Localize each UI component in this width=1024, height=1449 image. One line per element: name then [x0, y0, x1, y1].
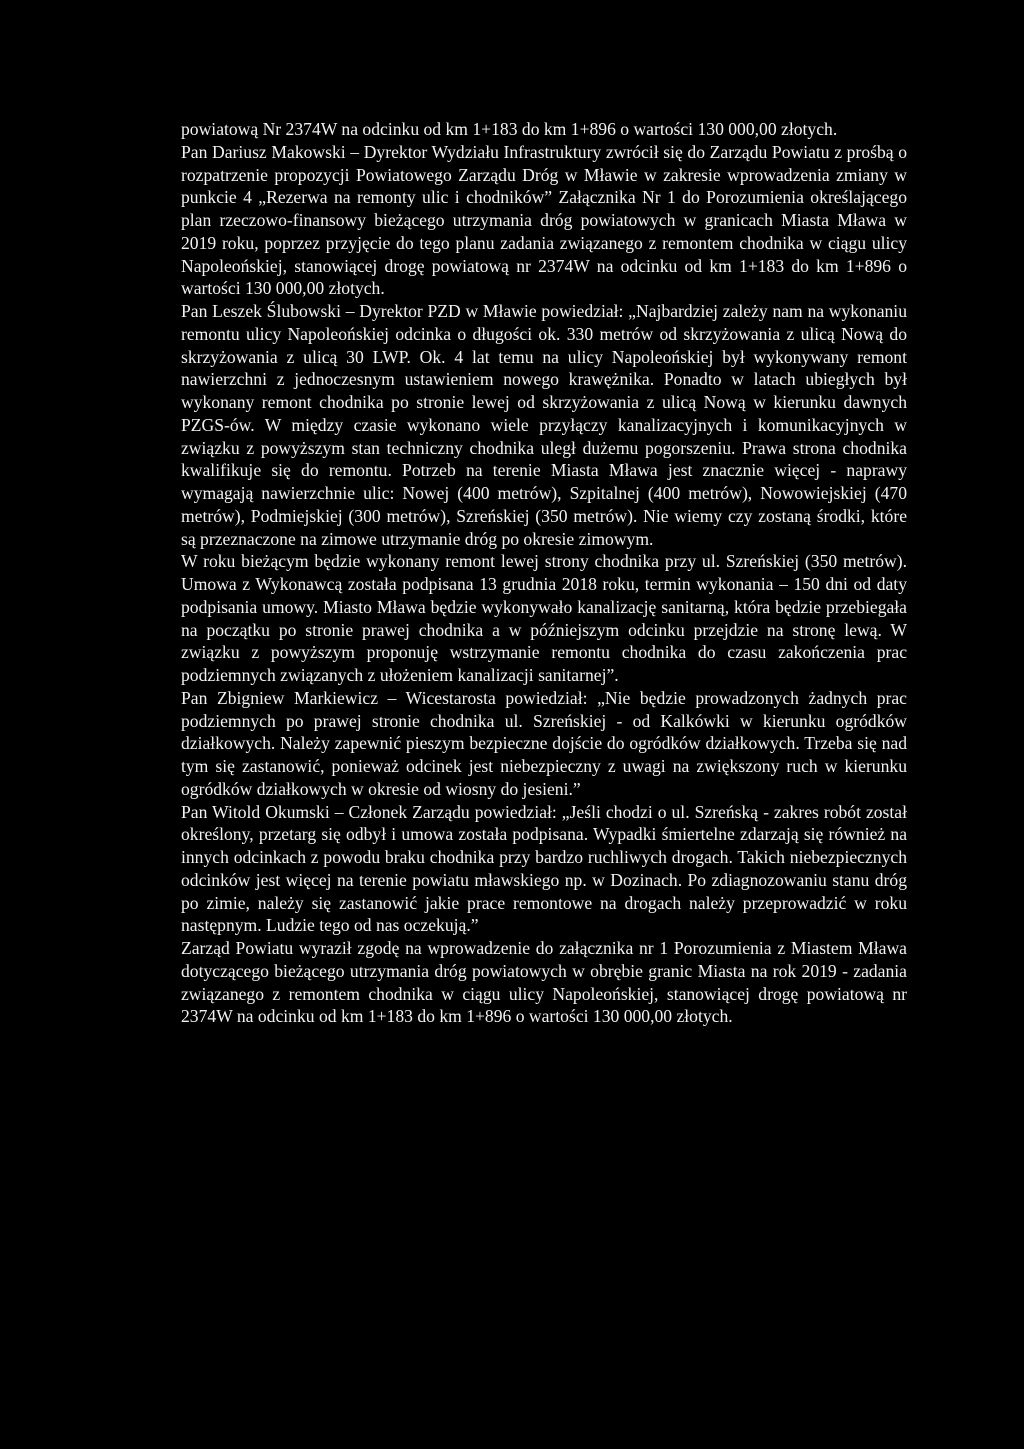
document-body — [181, 118, 907, 1028]
paragraph-current-year: W roku bieżącym będzie wykonany remont lewej strony chodnika przy ul. Szreńskiej (350 metrów). Umowa z Wykonawcą została podpisana 13 grudnia 2018 roku, termin wykonania – 150 dni od daty podpisania umowy. Miasto Mława będzie wykonywało kanalizację sanitarną, która będzie przebiegała na początku po stronie prawej chodnika a w późniejszym odcinku przejdzie na stronę lewą. W związku z powyższym proponuję wstrzymanie remontu chodnika do czasu zakończenia prac podziemnych związanych z ułożeniem kanalizacji sanitarnej”. — [181, 551, 907, 685]
paragraph-continuation: powiatową Nr 2374W na odcinku od km 1+183 do km 1+896 o wartości 130 000,00 złotych. — [181, 119, 838, 139]
paragraph-makowski: Pan Dariusz Makowski – Dyrektor Wydziału Infrastruktury zwrócił się do Zarządu Powiatu z prośbą o rozpatrzenie propozycji Powiatowego Zarządu Dróg w Mławie w zakresie wprowadzenia zmiany w punkcie 4 „Rezerwa na remonty ulic i chodników” Załącznika Nr 1 do Porozumienia określającego plan rzeczowo-finansowy bieżącego utrzymania dróg powiatowych w granicach Miasta Mława w 2019 roku, poprzez przyjęcie do tego planu zadania związanego z remontem chodnika w ciągu ulicy Napoleońskiej, stanowiącej drogę powiatową nr 2374W na odcinku od km 1+183 do km 1+896 o wartości 130 000,00 złotych. — [181, 141, 907, 299]
paragraph-okumski: Pan Witold Okumski – Członek Zarządu powiedział: „Jeśli chodzi o ul. Szreńską - zakres robót został określony, przetarg się odbył i umowa została podpisana. Wypadki śmiertelne zdarzają się również na innych odcinkach z powodu braku chodnika przy bardzo ruchliwych drogach. Takich niebezpiecznych odcinków jest więcej na terenie powiatu mławskiego np. w Dozinach. Po zdiagnozowaniu stanu dróg po zimie, należy się zastanowić jakie prace remontowe na drogach należy przeprowadzić w roku następnym. Ludzie tego od nas oczekują.” — [181, 801, 907, 936]
paragraph-decision: Zarząd Powiatu wyraził zgodę na wprowadzenie do załącznika nr 1 Porozumienia z Miastem Mława dotyczącego bieżącego utrzymania dróg powiatowych w obrębie granic Miasta na rok 2019 - zadania związanego z remontem chodnika w ciągu ulicy Napoleońskiej, stanowiącej drogę powiatową nr 2374W na odcinku od km 1+183 do km 1+896 o wartości 130 000,00 złotych. — [181, 938, 907, 1027]
paragraph-slubowski: Pan Leszek Ślubowski – Dyrektor PZD w Mławie powiedział: „Najbardziej zależy nam na wykonaniu remontu ulicy Napoleońskiej odcinka o długości ok. 330 metrów od skrzyżowania z ulicą Nową do skrzyżowania z ulicą 30 LWP. Ok. 4 lat temu na ulicy Napoleońskiej był wykonywany remont nawierzchni z jednoczesnym ustawieniem nowego krawężnika. Ponadto w latach ubiegłych był wykonany remont chodnika po stronie lewej od skrzyżowania z ulicą Nową w kierunku dawnych PZGS-ów. W między czasie wykonano wiele przyłączy kanalizacyjnych i komunikacyjnych w związku z powyższym stan techniczny chodnika uległ dużemu pogorszeniu. Prawa strona chodnika kwalifikuje się do remontu. Potrzeb na terenie Miasta Mława jest znacznie więcej - naprawy wymagają nawierzchnie ulic: Nowej (400 metrów), Szpitalnej (400 metrów), Nowowiejskiej (470 metrów), Podmiejskiej (300 metrów), Szreńskiej (350 metrów). Nie wiemy czy zostaną środki, które są przeznaczone na zimowe utrzymanie dróg po okresie zimowym. — [181, 301, 907, 549]
paragraph-markiewicz: Pan Zbigniew Markiewicz – Wicestarosta powiedział: „Nie będzie prowadzonych żadnych prac podziemnych po prawej stronie chodnika ul. Szreńskiej - od Kalkówki w kierunku ogródków działkowych. Należy zapewnić pieszym bezpieczne dojście do ogródków działkowych. Trzeba się nad tym się zastanowić, ponieważ odcinek jest niebezpieczny z uwagi na zwiększony ruch w kierunku ogródków działkowych w okresie od wiosny do jesieni.” — [181, 687, 907, 799]
